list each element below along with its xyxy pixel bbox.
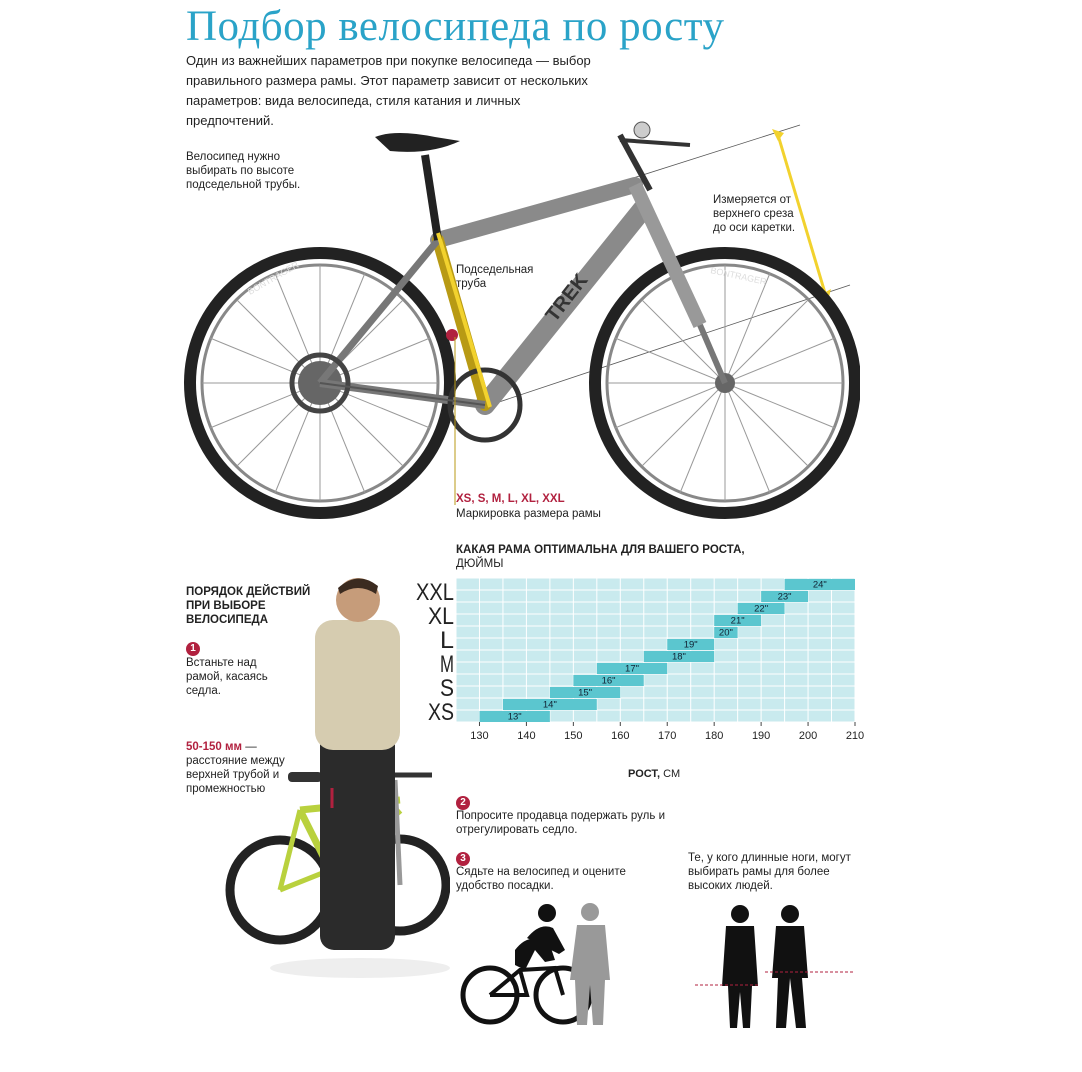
step-1-badge: 1	[186, 638, 200, 656]
size-codes: XS, S, M, L, XL, XXL	[456, 493, 565, 505]
seat-tube-marker	[446, 329, 458, 341]
x-tick-label-210: 210	[845, 730, 865, 742]
x-axis-label	[628, 768, 680, 780]
intro-text: Один из важнейших параметров при покупке велосипеда — выбор правильного размера рамы. Этот параметр зависит от нескольких параметров: вида велосипеда, стиля катания и личных предпочтений.	[186, 53, 591, 128]
x-tick-label-140: 140	[517, 730, 536, 742]
x-tick-label-180: 180	[704, 730, 724, 742]
frame-label-13: 13"	[507, 711, 522, 723]
x-tick-label-130: 130	[470, 730, 489, 742]
x-axis-label-main: РОСТ,	[628, 768, 664, 780]
frame-label-24: 24"	[812, 579, 827, 591]
x-tick-label-190: 190	[751, 730, 771, 742]
x-tick-label-200: 200	[798, 730, 818, 742]
long-legs-note: Те, у кого длинные ноги, могут выбирать рамы для более высоких людей.	[688, 852, 851, 892]
measured-note: Измеряется от верхнего среза до оси каретки.	[713, 194, 796, 234]
frame-brand: TREK	[541, 269, 593, 327]
x-tick-label-160: 160	[611, 730, 630, 742]
seat-tube-label: Подседельная труба	[456, 264, 534, 290]
frame-label-18: 18"	[671, 651, 686, 663]
size-label-xl: XL	[428, 603, 454, 630]
size-label-l: L	[440, 627, 454, 654]
frame-label-17: 17"	[625, 663, 640, 675]
x-tick-label-150: 150	[564, 730, 583, 742]
size-label-s: S	[440, 675, 454, 702]
frame-label-20: 20"	[718, 627, 733, 639]
size-label-xxl: XXL	[416, 579, 454, 606]
step-3-text: Сядьте на велосипед и оцените удобство посадки.	[456, 866, 626, 892]
man-shirt	[315, 620, 400, 750]
size-marking-label: Маркировка размера рамы	[456, 508, 601, 520]
frame-label-22: 22"	[754, 603, 769, 615]
step-2-text: Попросите продавца подержать руль и отрегулировать седло.	[456, 810, 665, 836]
page-title: Подбор велосипеда по росту	[186, 3, 725, 50]
step-2-badge: 2	[456, 792, 470, 810]
frame-label-15: 15"	[578, 687, 593, 699]
chart-title: КАКАЯ РАМА ОПТИМАЛЬНА ДЛЯ ВАШЕГО РОСТА, ДЮЙМЫ	[456, 544, 745, 570]
size-label-xs: XS	[428, 699, 454, 726]
step-3-badge: 3	[456, 848, 470, 866]
frame-label-23: 23"	[777, 591, 792, 603]
frame-label-21: 21"	[730, 615, 745, 627]
frame-label-14: 14"	[542, 699, 557, 711]
rear-tire-brand: BONTRAGER	[246, 259, 301, 297]
x-axis-label-unit: СМ	[663, 768, 681, 780]
step-1-text: Встаньте над рамой, касаясь седла.	[186, 657, 268, 697]
rider-silhouette	[455, 900, 625, 1030]
size-label-m: M	[440, 651, 454, 678]
two-men-silhouette	[690, 900, 860, 1032]
saddle	[375, 133, 460, 152]
frame-label-16: 16"	[601, 675, 616, 687]
frame-size-chart	[410, 574, 870, 784]
steps-heading: ПОРЯДОК ДЕЙСТВИЙ ПРИ ВЫБОРЕ ВЕЛОСИПЕДА	[186, 586, 311, 626]
seat-tube-choice-note: Велосипед нужно выбирать по высоте подседельной трубы.	[186, 151, 301, 191]
gap-note: 50-150 мм — расстояние между верхней трубой и промежностью	[186, 741, 285, 795]
man-legs	[320, 730, 395, 950]
x-tick-label-170: 170	[658, 730, 677, 742]
frame-label-19: 19"	[683, 639, 698, 651]
front-tire-brand: BONTRAGER	[709, 265, 768, 287]
